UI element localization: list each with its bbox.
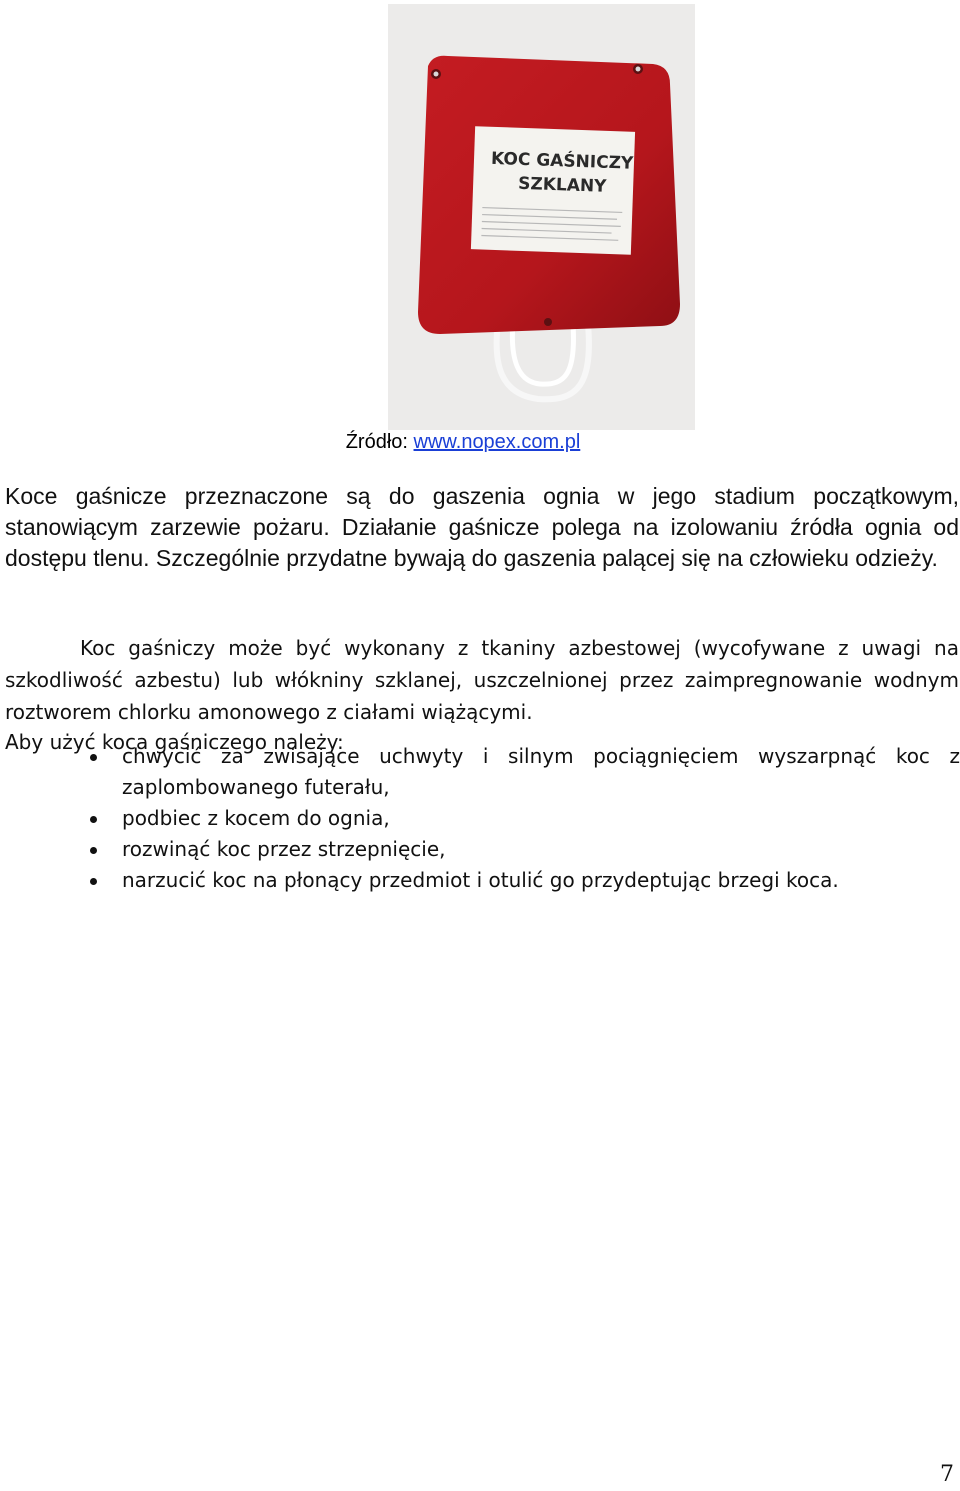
list-item: chwycić za zwisające uchwyty i silnym pociągnięciem wyszarpnąć koc z zaplombowanego futerału, (122, 741, 960, 803)
usage-steps-list (122, 741, 960, 896)
instructions-heading: Aby użyć koca gaśniczego należy: (5, 730, 344, 754)
material-paragraph: Koc gaśniczy może być wykonany z tkaniny azbestowej (wycofywane z uwagi na szkodliwość azbestu) lub włókniny szklanej, uszczelnionej przez zaimpregnowanie wodnym roztworem chlorku amonowego z ciałami wiążącymi. (5, 636, 959, 724)
page-number: 7 (940, 1462, 954, 1487)
image-source-caption (0, 428, 960, 456)
intro-paragraph: Koce gaśnicze przeznaczone są do gaszenia ognia w jego stadium początkowym, stanowiącym zarzewie pożaru. Działanie gaśnicze polega na izolowaniu źródła ognia od dostępu tlenu. Szczególnie przydatne bywają do gaszenia palącej się na człowieku odzieży. (5, 483, 959, 571)
list-item: rozwinąć koc przez strzepnięcie, (122, 834, 960, 865)
list-item: narzucić koc na płonący przedmiot i otulić go przydeptując brzegi koca. (122, 865, 960, 896)
label-line-1: KOC GAŚNICZY (490, 148, 634, 174)
source-label: Źródło: (345, 431, 408, 453)
source-link[interactable]: www.nopex.com.pl (413, 431, 581, 453)
list-item: podbiec z kocem do ognia, (122, 803, 960, 834)
label-line-2: SZKLANY (517, 173, 607, 197)
fire-blanket-photo (388, 4, 695, 430)
